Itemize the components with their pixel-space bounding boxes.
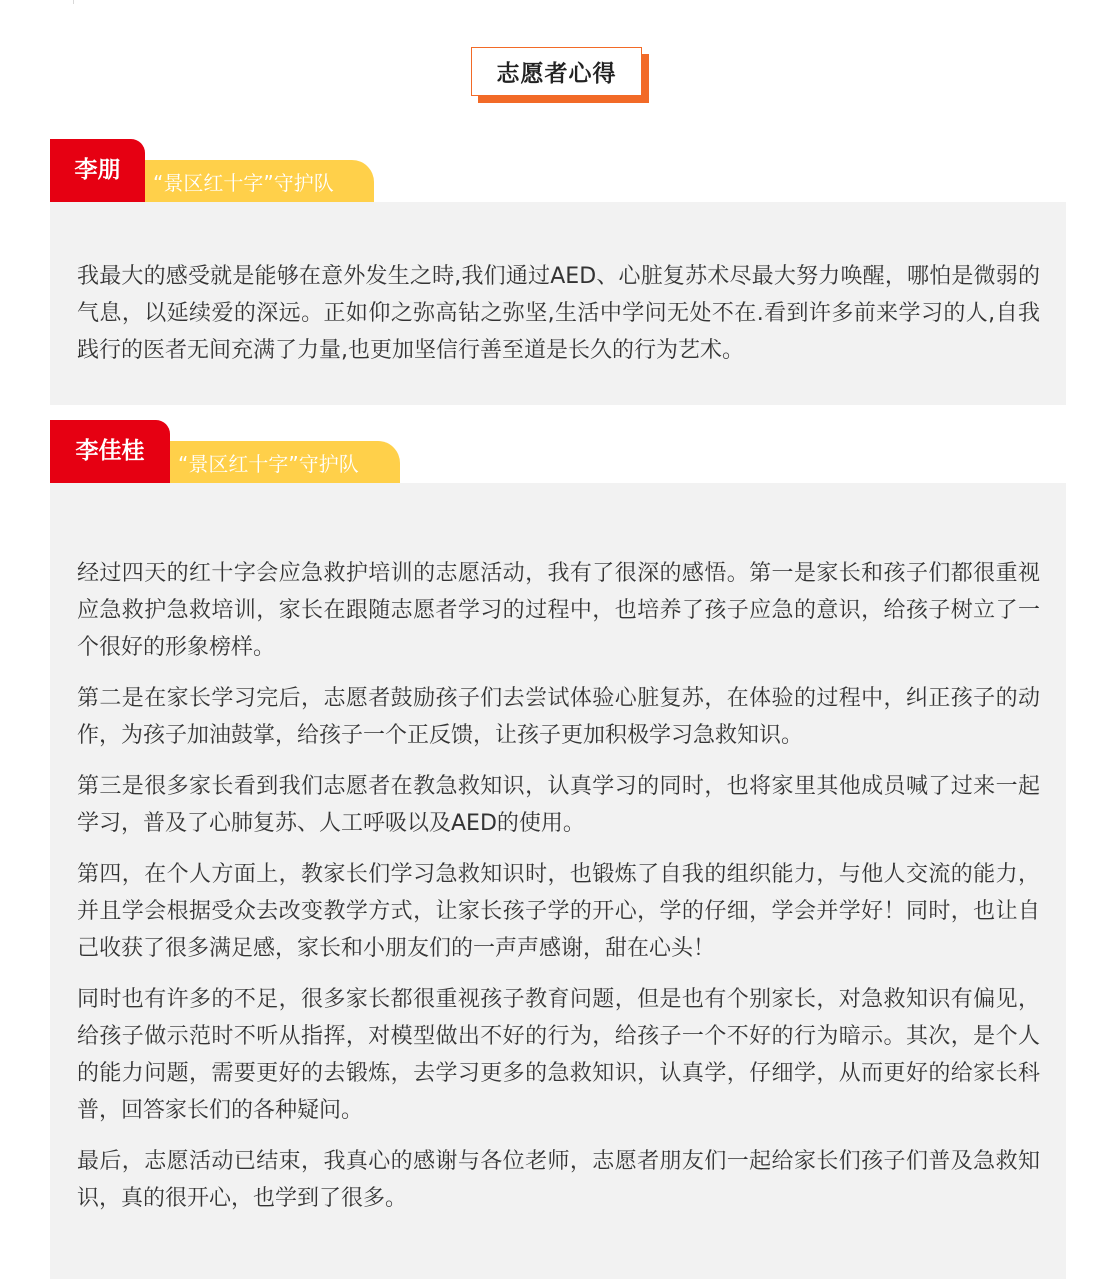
testimonial-paragraph: 第四，在个人方面上，教家长们学习急救知识时，也锻炼了自我的组织能力，与他人交流的能力，并且学会根据受众去改变教学方式，让家长孩子学的开心，学的仔细，学会并学好！同时，也让自己收获了很多满足感，家长和小朋友们的一声声感谢，甜在心头！: [77, 862, 1040, 961]
team-name: “景区红十字”守护队: [178, 451, 359, 476]
person-header-1: [50, 139, 450, 202]
team-tag: [145, 160, 374, 202]
testimonial-box-1: [50, 202, 1066, 405]
testimonial-paragraph: 经过四天的红十字会应急救护培训的志愿活动，我有了很深的感悟。第一是家长和孩子们都很重视应急救护急救培训，家长在跟随志愿者学习的过程中，也培养了孩子应急的意识，给孩子树立了一个很好的形象榜样。: [77, 561, 1040, 660]
testimonial-paragraph: 我最大的感受就是能够在意外发生之時,我们通过AED、心脏复苏术尽最大努力唤醒，哪怕是微弱的气息，以延续爱的深远。正如仰之弥高钻之弥坚,生活中学问无处不在.看到许多前来学习的人,自我践行的医者无间充满了力量,也更加坚信行善至道是长久的行为艺术。: [77, 264, 1040, 363]
person-name: 李朋: [74, 157, 121, 183]
section-title-badge: [471, 47, 649, 103]
testimonial-paragraph: 第二是在家长学习完后，志愿者鼓励孩子们去尝试体验心脏复苏，在体验的过程中，纠正孩子的动作，为孩子加油鼓掌，给孩子一个正反馈，让孩子更加积极学习急救知识。: [77, 686, 1040, 748]
testimonial-paragraph: 同时也有许多的不足，很多家长都很重视孩子教育问题，但是也有个别家长，对急救知识有偏见，给孩子做示范时不听从指挥，对模型做出不好的行为，给孩子一个不好的行为暗示。其次，是个人的能力问题，需要更好的去锻炼，去学习更多的急救知识，认真学，仔细学，从而更好的给家长科普，回答家长们的各种疑问。: [77, 987, 1040, 1123]
testimonial-paragraph: 第三是很多家长看到我们志愿者在教急救知识，认真学习的同时，也将家里其他成员喊了过来一起学习，普及了心肺复苏、人工呼吸以及AED的使用。: [77, 774, 1040, 836]
person-header-2: [50, 420, 450, 483]
team-tag: [170, 441, 400, 483]
title-box: [471, 47, 642, 96]
name-tag: [50, 420, 170, 483]
top-divider-tick: [73, 0, 74, 4]
name-tag: [50, 139, 145, 202]
testimonial-box-2: [50, 483, 1066, 1279]
page-title: 志愿者心得: [496, 61, 617, 87]
team-name: “景区红十字”守护队: [153, 170, 334, 195]
person-name: 李佳桂: [75, 438, 145, 464]
testimonial-paragraph: 最后，志愿活动已结束，我真心的感谢与各位老师，志愿者朋友们一起给家长们孩子们普及急救知识，真的很开心，也学到了很多。: [77, 1149, 1040, 1211]
